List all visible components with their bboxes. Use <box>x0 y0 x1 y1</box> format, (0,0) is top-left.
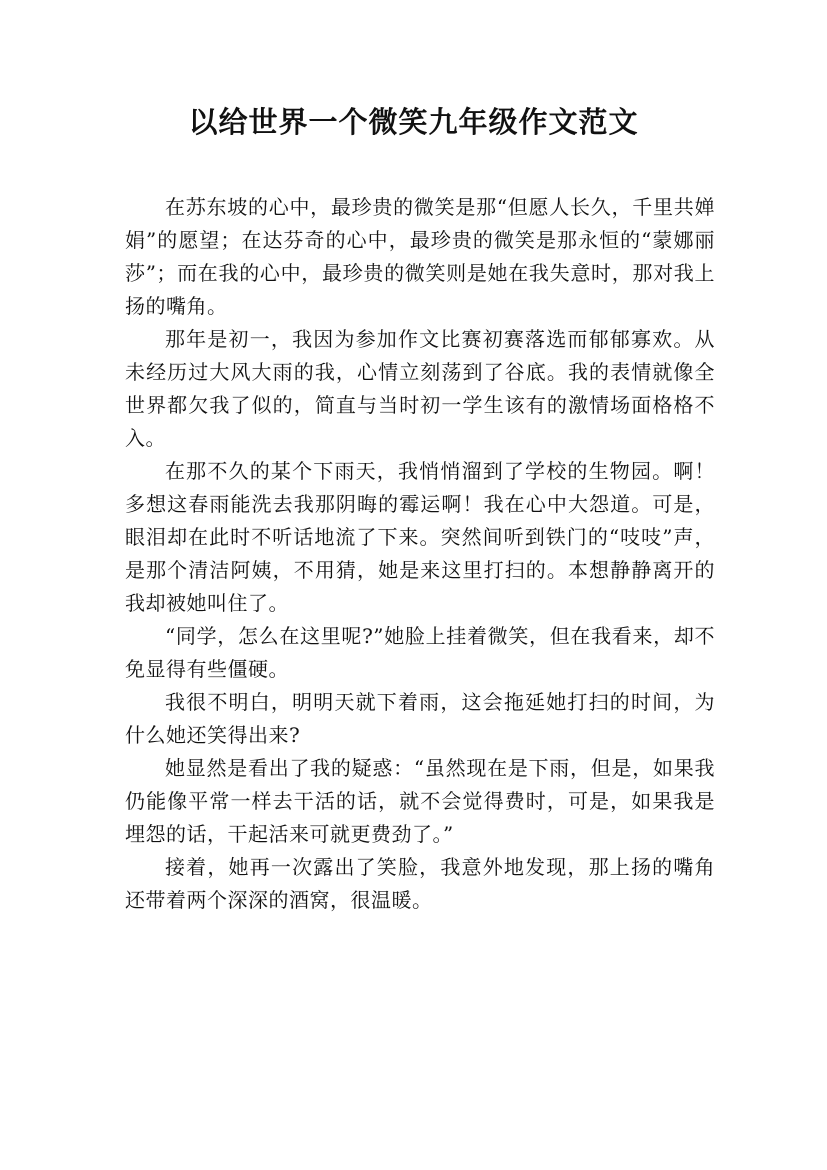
paragraph-6: 她显然是看出了我的疑惑：“虽然现在是下雨，但是，如果我仍能像平常一样去干活的话，就不会觉得费时，可是，如果我是埋怨的话，干起活来可就更费劲了。” <box>125 756 715 846</box>
paragraph-2: 那年是初一，我因为参加作文比赛初赛落选而郁郁寡欢。从未经历过大风大雨的我，心情立刻荡到了谷底。我的表情就像全世界都欠我了似的，简直与当时初一学生该有的激情场面格格不入。 <box>125 327 715 450</box>
paragraph-1: 在苏东坡的心中，最珍贵的微笑是那“但愿人长久，千里共婵娟”的愿望；在达芬奇的心中，最珍贵的微笑是那永恒的“蒙娜丽莎”；而在我的心中，最珍贵的微笑则是她在我失意时，那对我上扬的嘴角。 <box>125 195 715 318</box>
document-body <box>125 191 715 917</box>
paragraph-5: 我很不明白，明明天就下着雨，这会拖延她打扫的时间，为什么她还笑得出来? <box>125 690 715 747</box>
document-title: 以给世界一个微笑九年级作文范文 <box>188 105 639 139</box>
paragraph-7: 接着，她再一次露出了笑脸，我意外地发现，那上扬的嘴角还带着两个深深的酒窝，很温暖。 <box>125 855 715 912</box>
paragraph-3: 在那不久的某个下雨天，我悄悄溜到了学校的生物园。啊！多想这春雨能洗去我那阴晦的霉运啊！我在心中大怨道。可是，眼泪却在此时不听话地流了下来。突然间听到铁门的“吱吱”声，是那个清洁阿姨，不用猜，她是来这里打扫的。本想静静离开的我却被她叫住了。 <box>125 459 715 615</box>
paragraph-4: “同学，怎么在这里呢?”她脸上挂着微笑，但在我看来，却不免显得有些僵硬。 <box>125 624 715 681</box>
